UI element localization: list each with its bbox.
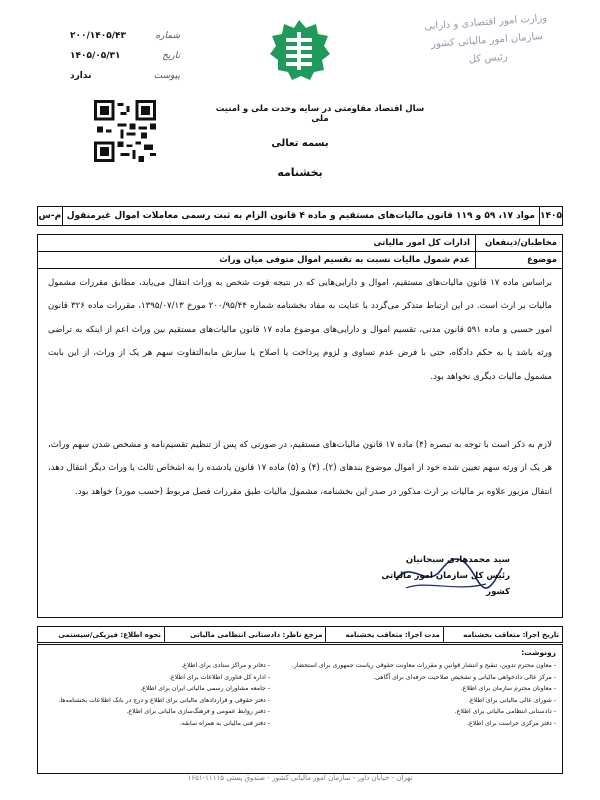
notification-method: نحوه اطلاع: فیزیکی/سیستمی	[38, 627, 165, 643]
cc-item: - دفتر مرکزی حراست برای اطلاع.	[467, 719, 556, 727]
subject-label: موضوع	[476, 252, 563, 269]
recipients-row	[38, 235, 563, 252]
year-motto: سال اقتصاد مقاومتی در سایه وحدت ملی و امنیت ملی	[215, 104, 425, 124]
body-paragraph-2: لازم به ذکر است با توجه به تبصره (۴) ماده ۱۷ قانون مالیات‌های مستقیم، در صورتی که پس از تنظیم تقسیم‌نامه و مشخص شدن سهم وراث، هر یک از ورثه سهم تعیین شده خود از اموال موضوع بندهای (۲)، (۴) و (۵) ماده ۱۷ قانون یادشده را به اشخاص ثالث یا وراث دیگر انتقال دهد، انتقال مزبور علاوه بر مالیات بر ارث مذکور در صدر این بخشنامه، مشمول مالیات طبق مقررات فصل مربوط (حسب مورد) خواهد بود.	[48, 440, 552, 497]
execution-duration: مدت اجرا: متعاقب بخشنامه	[326, 627, 443, 643]
execution-table	[37, 626, 563, 643]
qr-code-icon	[94, 100, 156, 162]
meta-number-row	[70, 26, 180, 46]
supervising-authority: مرجع ناظر: دادستانی انتظامی مالیاتی	[164, 627, 326, 643]
ministry-line: وزارت امور اقتصادی و دارایی	[424, 12, 548, 33]
circular-number-bar	[37, 206, 563, 226]
cc-item: - دفتر حقوقی و قراردادهای مالیاتی برای اطلاع و درج در بانک اطلاعات بخشنامه‌ها.	[58, 696, 270, 704]
signer-block	[370, 552, 510, 600]
cc-item: - معاونان محترم سازمان برای اطلاع.	[460, 685, 556, 692]
recipients-value: ادارات کل امور مالیاتی	[38, 235, 476, 252]
circular-number: ۱۴۰۵	[539, 207, 562, 225]
cc-item: - دادستانی انتظامی مالیاتی برای اطلاع.	[454, 708, 556, 715]
address-table	[37, 234, 563, 269]
subject-row	[38, 252, 563, 269]
cc-list-right	[286, 660, 556, 729]
meta-date-value: ۱۴۰۵/۰۵/۳۱	[70, 51, 121, 61]
cc-item: - شورای عالی مالیاتی برای اطلاع.	[467, 696, 556, 704]
cc-item: - اداره کل فناوری اطلاعات برای اطلاع.	[168, 673, 270, 681]
cc-item: - معاون محترم تدوین، تنقیح و انتشار قوانین و مقررات معاونت حقوقی ریاست جمهوری برای استحضار.	[291, 662, 556, 669]
meta-attachment-row	[70, 66, 180, 86]
document-type: بخشنامه	[277, 166, 323, 179]
meta-number-value: ۲۰۰/۱۴۰۵/۴۳	[70, 31, 127, 41]
meta-number-label: شماره	[155, 31, 180, 41]
cc-item: - جامعه مشاوران رسمی مالیاتی ایران برای اطلاع.	[140, 685, 270, 692]
circular-subject: مواد ۱۷، ۵۹ و ۱۱۹ قانون مالیات‌های مستقیم و ماده ۴ قانون الزام به ثبت رسمی معاملات اموال غیرمنقول	[66, 211, 536, 221]
signer-title: رئیس کل سازمان امور مالیاتی کشور	[381, 571, 510, 597]
meta-date-row	[70, 46, 180, 66]
cc-item: - دفاتر و مراکز ستادی برای اطلاع.	[181, 662, 270, 669]
cc-title: رونوشت:	[521, 648, 556, 657]
letter-meta	[70, 26, 180, 86]
cc-list-left	[40, 660, 270, 729]
head-line: رئیس کل	[468, 51, 509, 66]
meta-attachment-value: ندارد	[70, 71, 92, 81]
ministry-heading	[400, 8, 573, 74]
recipients-label: مخاطبان/ذینفعان	[476, 235, 563, 252]
address-footer: تهران - خیابان داور - سازمان امور مالیاتی کشور - صندوق پستی ۱۱۱۱۵-۱۶۵۱	[187, 774, 413, 782]
cc-item: - دفتر روابط عمومی و فرهنگ‌سازی مالیاتی برای اطلاع.	[126, 708, 270, 715]
meta-attachment-label: پیوست	[153, 71, 180, 81]
subject-value: عدم شمول مالیات نسبت به تقسیم اموال متوفی میان وراث	[38, 252, 476, 269]
circular-code: م-س	[38, 207, 63, 225]
execution-row	[38, 627, 563, 643]
body-paragraph-1: براساس ماده ۱۷ قانون مالیات‌های مستقیم، اموال و دارایی‌هایی که در نتیجه فوت شخص به وراث انتقال می‌یابد، مطابق مقررات مشمول مالیات بر ارث است. در این ارتباط متذکر می‌گردد با عنایت به مفاد بخشنامه شماره ۲۰۰/۹۵/۴۴ مورخ ۱۳۹۵/۰۷/۱۳، مقررات ماده ۳۲۶ قانون امور حسبی و ماده ۵۹۱ قانون مدنی، تقسیم اموال و دارایی‌های موضوع ماده ۱۷ قانون مالیات‌های مستقیم بین وراث اعم از اینکه به تراضی ورثه باشد یا به حکم دادگاه، حتی با فرض عدم تساوی و لزوم پرداخت یا اصلاح یا سازش مابه‌التفاوت سهم هر یک از وراث، از این بابت مشمول مالیات دیگری نخواهد بود.	[48, 278, 552, 382]
cc-item: - مرکز عالی دادخواهی مالیاتی و تشخیص صلاحیت حرفه‌ای برای آگاهی.	[373, 673, 556, 681]
tax-organization-logo-icon	[266, 18, 332, 84]
signer-name: سید محمدهادی سبحانیان	[405, 555, 510, 565]
cc-item: - دفتر فنی مالیاتی به همراه سابقه.	[179, 719, 270, 727]
meta-date-label: تاریخ	[162, 51, 180, 61]
bismillah: بسمه تعالی	[271, 138, 329, 149]
org-line: سازمان امور مالیاتی کشور	[430, 31, 544, 50]
execution-date: تاریخ اجرا: متعاقب بخشنامه	[443, 627, 562, 643]
